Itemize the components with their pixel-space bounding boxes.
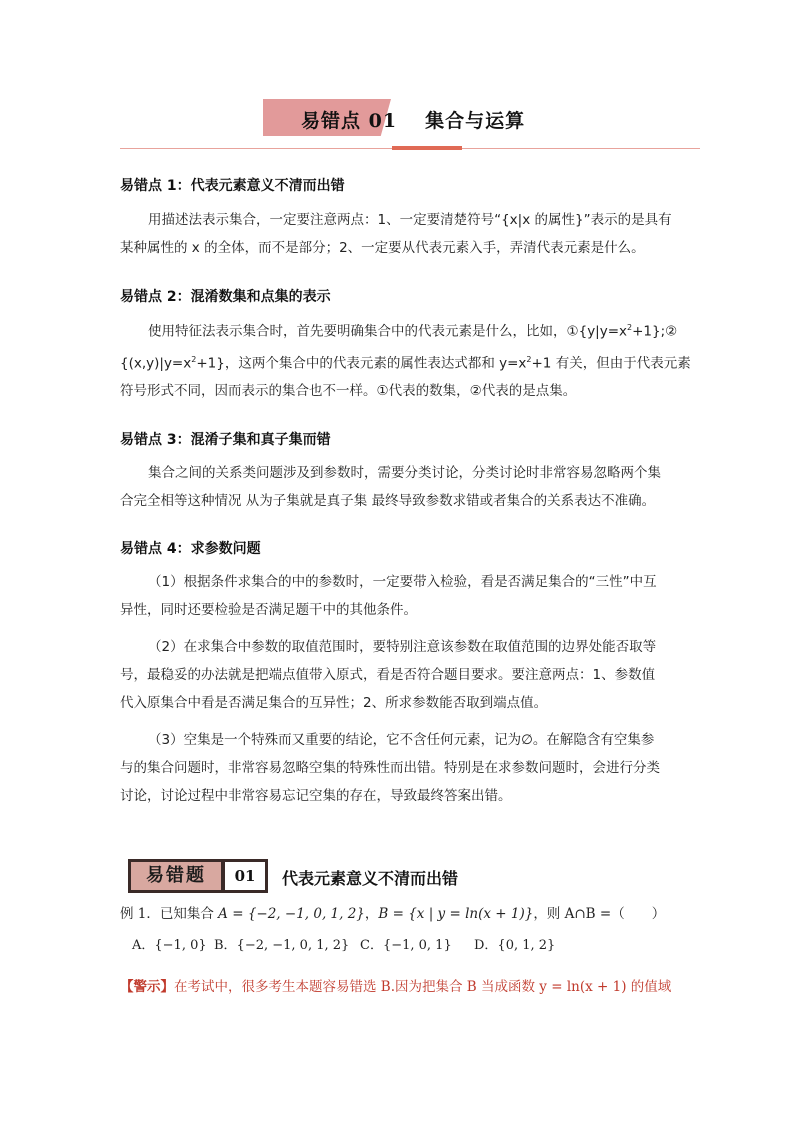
section-4-item3-line1: （3）空集是一个特殊而又重要的结论，它不含任何元素，记为∅。在解隐含有空集参 xyxy=(148,732,655,748)
page-title xyxy=(301,106,525,133)
error-question-tag xyxy=(128,859,268,893)
section-4-item3-line2: 与的集合问题时，非常容易忽略空集的特殊性而出错。特别是在求参数问题时，会进行分类 xyxy=(120,760,660,776)
section-4-heading: 易错点 4：求参数问题 xyxy=(120,541,261,557)
section-1-line-2: 某种属性的 x 的全体，而不是部分；2、一定要从代表元素入手，弄清代表元素是什么。 xyxy=(120,240,645,256)
section-1-body xyxy=(120,206,680,262)
superscript: 2 xyxy=(526,354,532,364)
section-2-heading: 易错点 2：混淆数集和点集的表示 xyxy=(120,289,331,305)
set-b: B = {x | y = ln(x + 1)} xyxy=(378,906,534,922)
example-suffix: ，则 A∩B =（ ） xyxy=(533,906,666,922)
section-2-line-2a: {(x,y)|y=x xyxy=(120,355,192,371)
superscript: 2 xyxy=(627,323,633,332)
section-1-line-1: 用描述法表示集合，一定要注意两点：1、一定要清楚符号“{x|x 的属性}”表示的是具有 xyxy=(148,212,672,228)
superscript: 2 xyxy=(191,354,197,364)
warning-label: 【警示】 xyxy=(120,979,174,995)
section-2-line-1b: +1};② xyxy=(632,323,678,340)
tag-number: 01 xyxy=(225,862,265,890)
answer-options xyxy=(132,934,555,953)
set-a: A = {−2, −1, 0, 1, 2} xyxy=(218,906,365,922)
section-1-heading: 易错点 1：代表元素意义不清而出错 xyxy=(120,178,345,194)
example-separator: ， xyxy=(364,906,379,922)
title-part2: 集合与运算 xyxy=(425,110,526,132)
section-4-body xyxy=(120,568,680,810)
tag-label: 易错题 xyxy=(131,862,221,890)
title-accent-bar xyxy=(392,146,462,150)
section-2-line-2c: +1 有关，但由于代表元素 xyxy=(531,355,691,371)
option-a: A．{−1, 0} xyxy=(132,938,207,953)
section-3-heading: 易错点 3：混淆子集和真子集而错 xyxy=(120,432,331,448)
warning-text: 在考试中，很多考生本题容易错选 B.因为把集合 B 当成函数 y = ln(x + 1) 的值域 xyxy=(174,979,672,995)
section-4-item1-line2: 异性，同时还要检验是否满足题干中的其他条件。 xyxy=(120,602,417,618)
option-d: D．{0, 1, 2} xyxy=(474,938,556,953)
example-question xyxy=(120,902,665,922)
section-3-body xyxy=(120,459,680,515)
option-b: B．{−2, −1, 0, 1, 2} xyxy=(214,938,350,953)
title-part1: 易错点 01 xyxy=(301,110,398,132)
section-2-line-2b: +1}，这两个集合中的代表元素的属性表达式都和 y=x xyxy=(196,355,527,371)
section-4-item2-line3: 代入原集合中看是否满足集合的互异性；2、所求参数能否取到端点值。 xyxy=(120,695,548,711)
section-4-item3-line3: 讨论，讨论过程中非常容易忘记空集的存在，导致最终答案出错。 xyxy=(120,788,512,804)
option-c: C．{−1, 0, 1} xyxy=(360,938,452,953)
section-4-item2-line1: （2）在求集合中参数的取值范围时，要特别注意该参数在取值范围的边界处能否取等 xyxy=(148,639,657,655)
section-2-line-1 xyxy=(120,314,680,346)
section-4-item1-line1: （1）根据条件求集合的中的参数时，一定要带入检验，看是否满足集合的“三性”中互 xyxy=(148,574,657,590)
section-3-line-1: 集合之间的关系类问题涉及到参数时，需要分类讨论，分类讨论时非常容易忽略两个集 xyxy=(148,465,661,481)
error-question-title: 代表元素意义不清而出错 xyxy=(282,869,459,888)
warning-note xyxy=(120,975,671,995)
section-4-item2-line2: 号，最稳妥的办法就是把端点值带入原式，看是否符合题目要求。要注意两点：1、参数值 xyxy=(120,667,656,683)
example-prefix: 例 1．已知集合 xyxy=(120,906,219,922)
section-2-line-2 xyxy=(120,346,691,378)
title-banner xyxy=(263,99,526,136)
section-2-line-1a: 使用特征法表示集合时，首先要明确集合中的代表元素是什么，比如，①{y|y=x xyxy=(148,323,628,340)
section-2-line-3: 符号形式不同，因而表示的集合也不一样。①代表的数集，②代表的是点集。 xyxy=(120,383,577,399)
section-3-line-2: 合完全相等这种情况 从为子集就是真子集 最终导致参数求错或者集合的关系表达不准确。 xyxy=(120,493,656,509)
section-2-body xyxy=(120,314,691,405)
